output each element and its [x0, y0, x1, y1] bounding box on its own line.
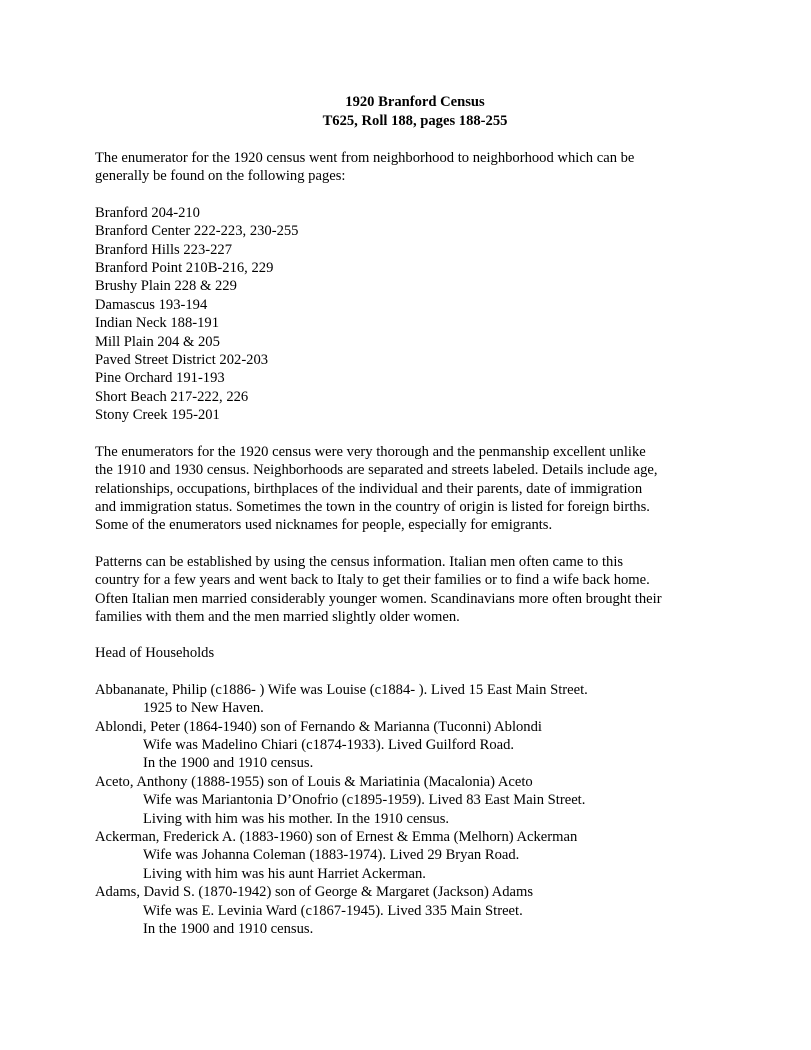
household-detail: Wife was Madelino Chiari (c1874-1933). Lived Guilford Road. — [143, 736, 515, 753]
household-detail: Living with him was his mother. In the 1910 census. — [143, 810, 450, 827]
household-entry — [95, 773, 735, 828]
neighborhood-item: Mill Plain 204 & 205 — [95, 333, 220, 350]
text-line: The enumerators for the 1920 census were very thorough and the penmanship excellent unlike — [95, 443, 646, 460]
neighborhood-list — [95, 204, 735, 425]
text-line: Some of the enumerators used nicknames for people, especially for emigrants. — [95, 517, 553, 534]
document-subtitle: T625, Roll 188, pages 188-255 — [322, 113, 508, 129]
neighborhood-item: Short Beach 217-222, 226 — [95, 388, 249, 405]
neighborhood-item: Damascus 193-194 — [95, 296, 208, 313]
text-line: generally be found on the following pages: — [95, 168, 346, 185]
text-line: relationships, occupations, birthplaces of the individual and their parents, date of immigration — [95, 480, 643, 497]
household-detail: Living with him was his aunt Harriet Ackerman. — [143, 865, 426, 882]
title-block — [95, 93, 735, 131]
text-line: Often Italian men married considerably younger women. Scandinavians more often brought their — [95, 590, 662, 607]
household-detail: In the 1900 and 1910 census. — [143, 755, 314, 772]
document-title: 1920 Branford Census — [345, 94, 485, 110]
household-head: Ackerman, Frederick A. (1883-1960) son of Ernest & Emma (Melhorn) Ackerman — [95, 829, 578, 845]
household-detail: Wife was Mariantonia D’Onofrio (c1895-1959). Lived 83 East Main Street. — [143, 792, 586, 809]
patterns-paragraph — [95, 553, 735, 627]
household-head: Aceto, Anthony (1888-1955) son of Louis & Mariatinia (Macalonia) Aceto — [95, 773, 533, 790]
neighborhood-item: Branford 204-210 — [95, 204, 200, 221]
household-head: Adams, David S. (1870-1942) son of George & Margaret (Jackson) Adams — [95, 884, 534, 901]
document-page — [95, 93, 735, 938]
text-line: country for a few years and went back to Italy to get their families or to find a wife back home. — [95, 572, 650, 589]
household-detail: Wife was E. Levinia Ward (c1867-1945). Lived 335 Main Street. — [143, 902, 523, 919]
text-line: families with them and the men married slightly older women. — [95, 608, 460, 625]
text-line: The enumerator for the 1920 census went from neighborhood to neighborhood which can be — [95, 150, 635, 166]
neighborhood-item: Pine Orchard 191-193 — [95, 370, 225, 387]
household-head: Abbananate, Philip (c1886- ) Wife was Louise (c1884- ). Lived 15 East Main Street. — [95, 681, 588, 698]
neighborhood-item: Stony Creek 195-201 — [95, 407, 220, 424]
text-line: Patterns can be established by using the census information. Italian men often came to this — [95, 553, 624, 570]
household-detail: Wife was Johanna Coleman (1883-1974). Lived 29 Bryan Road. — [143, 847, 520, 864]
census-details-paragraph — [95, 443, 735, 535]
household-entry — [95, 718, 735, 773]
neighborhood-item: Indian Neck 188-191 — [95, 315, 220, 332]
neighborhood-item: Branford Point 210B-216, 229 — [95, 260, 274, 277]
household-head: Ablondi, Peter (1864-1940) son of Fernando & Marianna (Tuconni) Ablondi — [95, 718, 542, 735]
neighborhood-item: Brushy Plain 228 & 229 — [95, 278, 237, 295]
text-line: and immigration status. Sometimes the town in the country of origin is listed for foreign births. — [95, 498, 650, 515]
neighborhood-item: Branford Hills 223-227 — [95, 241, 233, 258]
household-detail: In the 1900 and 1910 census. — [143, 921, 314, 938]
household-entry — [95, 883, 735, 938]
text-line: the 1910 and 1930 census. Neighborhoods are separated and streets labeled. Details include age, — [95, 462, 658, 479]
neighborhood-item: Paved Street District 202-203 — [95, 352, 269, 369]
neighborhood-item: Branford Center 222-223, 230-255 — [95, 223, 299, 240]
household-detail: 1925 to New Haven. — [143, 700, 264, 717]
intro-paragraph — [95, 149, 735, 186]
household-entry — [95, 828, 735, 883]
household-entry — [95, 681, 735, 718]
households-heading: Head of Households — [95, 645, 215, 662]
household-list — [95, 681, 735, 939]
